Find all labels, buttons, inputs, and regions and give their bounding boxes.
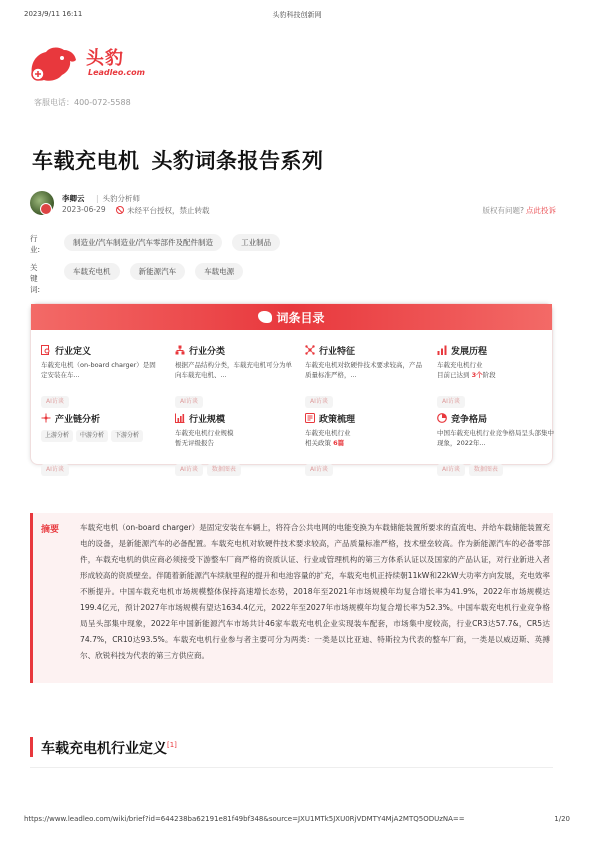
toc-item-title: 政策梳理 (319, 415, 356, 425)
keyword-tag[interactable]: 新能源汽车 (130, 263, 186, 280)
toc-item-desc-a: 车载充电机行业规模 (175, 429, 234, 437)
toc-item-desc: 车载充电机对软硬件技术要求较高，产品质量标准严格，... (305, 361, 422, 379)
network-icon (305, 345, 315, 355)
abstract-label: 摘要 (41, 525, 60, 535)
source-url[interactable]: https://www.leadleo.com/wiki/brief?id=644238ba62191e81f49bf348&source=JXU1MTk5JXU0RjVDMTY4MjA2MTQ5ODUzNA== (24, 815, 465, 823)
toc-item-classification[interactable] (165, 330, 295, 405)
toc-item-history[interactable] (427, 330, 557, 405)
report-link[interactable]: 点此投诉 (526, 206, 556, 215)
section-ref-link[interactable]: [1] (167, 741, 177, 749)
pie-chart-icon (437, 413, 447, 423)
toc-item-desc-b: 目前已达到 (437, 371, 470, 379)
section-heading (30, 737, 177, 757)
copyright-question: 版权有问题? (482, 206, 524, 215)
toc-item-desc-a: 车载充电机行业 (305, 429, 351, 437)
section-title: 车载充电机行业定义 (41, 741, 167, 757)
toc-item-title: 竞争格局 (451, 415, 488, 425)
toc-item-title: 行业规模 (189, 415, 226, 425)
industry-label: 行业: (30, 234, 41, 254)
reprint-notice (116, 205, 210, 216)
author-role: | 头豹分析师 (96, 193, 140, 204)
ai-interview-pill[interactable]: AI访谈 (437, 464, 465, 476)
toc-item-features[interactable] (295, 330, 425, 405)
toc-item-policy[interactable] (295, 398, 425, 473)
toc-item-competition[interactable] (427, 398, 557, 473)
chain-icon (41, 413, 51, 423)
toc-item-title: 行业特征 (319, 347, 356, 357)
abstract-box (30, 513, 553, 683)
toc-item-desc-a: 车载充电机行业 (437, 361, 483, 369)
toc-item-desc-b: 暂无评级报告 (175, 439, 214, 447)
copyright-complaint (483, 205, 556, 216)
data-chart-pill[interactable]: 数据图表 (207, 464, 241, 476)
policy-doc-icon (305, 413, 315, 423)
ai-interview-pill[interactable]: AI访谈 (437, 396, 465, 408)
midstream-pill[interactable]: 中游分析 (76, 430, 108, 442)
stage-count: 3个 (471, 371, 483, 379)
keyword-tag[interactable]: 车载电源 (195, 263, 243, 280)
logo-domain: Leadleo.com (88, 68, 145, 77)
reprint-notice-text: 未经平台授权，禁止转载 (127, 206, 210, 215)
toc-item-industry-chain[interactable] (31, 398, 161, 473)
ai-interview-pill[interactable]: AI访谈 (175, 464, 203, 476)
downstream-pill[interactable]: 下游分析 (111, 430, 143, 442)
print-date: 2023/9/11 16:11 (24, 10, 83, 18)
ai-interview-pill[interactable]: AI访谈 (41, 396, 69, 408)
data-chart-pill[interactable]: 数据图表 (469, 464, 503, 476)
toc-item-title: 产业链分析 (55, 415, 101, 425)
abstract-text: 车载充电机（on-board charger）是固定安装在车辆上，将符合公共电网的电能变换为车载储能装置所要求的直流电、并给车载储能装置充电的设备，是新能源汽车的必备配置。车载充电机对软硬件技术要求较高，产品质量标准严格，技术壁垒较高。作为新能源汽车的必备零部件，车载充电机的供应商必须接受下游整车厂商严格的资质认证、行业或管理机构的第三方体系认证以及国家的产品认证，对行业新进入者形成较高的资质壁垒。伴随着新能源汽车续航里程的提升和电池容量的扩充，车载充电机正持续朝11kW和22kW大功率方向发展，充电效率不断提升。中国车载充电机市场规模整体保持高速增长态势，2018年至2021年市场规模年均复合增长率为41.9%，2022年市场规模达199.4亿元，预计2027年市场规模有望达1634.4亿元，2022年至2027年市场规模年均复合增长率为52.3%。中国车载充电机行业竞争格局呈头部集中现象，2022年中国新能源汽车市场共计46家车载充电机企业实现装车配套，市场集中度较高，行业CR3达57.7&，CR5达74.7%，CR10达93.5%。车载充电机行业参与者主要可分为两类：一类是以比亚迪、特斯拉为代表的整车厂商，一类是以威迈斯、英搏尔、欣锐科技为代表的第三方供应商。 (80, 523, 550, 660)
logo-text: 头豹 (86, 48, 124, 69)
author-name[interactable]: 李卿云 (62, 194, 85, 203)
leopard-logo-icon (28, 44, 78, 86)
ai-interview-pill[interactable]: AI访谈 (305, 396, 333, 408)
toc-item-desc (305, 428, 423, 448)
growth-bars-icon (437, 345, 447, 355)
author-info (30, 191, 556, 219)
page-number: 1/20 (554, 815, 570, 823)
policy-count: 6篇 (333, 439, 345, 447)
upstream-pill[interactable]: 上游分析 (41, 430, 73, 442)
bar-chart-icon (175, 413, 185, 423)
ai-interview-pill[interactable]: AI访谈 (41, 464, 69, 476)
toc-item-desc (437, 360, 555, 380)
section-divider (30, 767, 553, 768)
toc-item-desc: 根据产品结构分类，车载充电机可分为单向车载充电机、... (175, 361, 292, 379)
keyword-label: 关键词: (30, 263, 41, 294)
print-site-title: 头豹科技创新网 (272, 11, 322, 19)
report-title (32, 145, 324, 175)
toc-item-desc (175, 428, 293, 448)
toc-item-desc-b: 相关政策 (305, 439, 331, 447)
toc-item-desc: 车载充电机（on-board charger）是固定安装在车... (41, 361, 156, 379)
industry-tag[interactable]: 工业制品 (232, 234, 280, 251)
toc-item-title: 发展历程 (451, 347, 488, 357)
toc-title: 词条目录 (276, 311, 325, 325)
brand-logo[interactable] (28, 42, 178, 102)
leopard-mini-icon (258, 311, 272, 323)
pdf-footer (24, 815, 570, 827)
toc-item-desc: 中国车载充电机行业竞争格局呈头部集中现象，2022年... (437, 429, 554, 447)
toc-item-definition[interactable] (31, 330, 161, 405)
keyword-tag[interactable]: 车载充电机 (64, 263, 120, 280)
report-title-subject: 车载充电机 (32, 149, 140, 173)
customer-hotline: 客服电话：400-072-5588 (34, 98, 131, 107)
report-title-series: 头豹词条报告系列 (151, 149, 324, 173)
industry-tag[interactable]: 制造业/汽车制造业/汽车零部件及配件制造 (64, 234, 222, 251)
toc-header (31, 304, 552, 330)
ai-interview-pill[interactable]: AI访谈 (175, 396, 203, 408)
pdf-header (24, 10, 570, 24)
toc-item-title: 行业定义 (55, 347, 92, 357)
search-doc-icon (41, 345, 51, 355)
publish-date: 2023-06-29 (62, 205, 106, 214)
hierarchy-icon (175, 345, 185, 355)
toc-card (30, 303, 554, 473)
toc-grid (31, 330, 554, 473)
ban-icon (116, 206, 124, 214)
ai-interview-pill[interactable]: AI访谈 (305, 464, 333, 476)
toc-item-market-size[interactable] (165, 398, 295, 473)
toc-item-title: 行业分类 (189, 347, 226, 357)
avatar[interactable] (30, 191, 54, 215)
toc-item-desc-c: 阶段 (482, 371, 496, 379)
